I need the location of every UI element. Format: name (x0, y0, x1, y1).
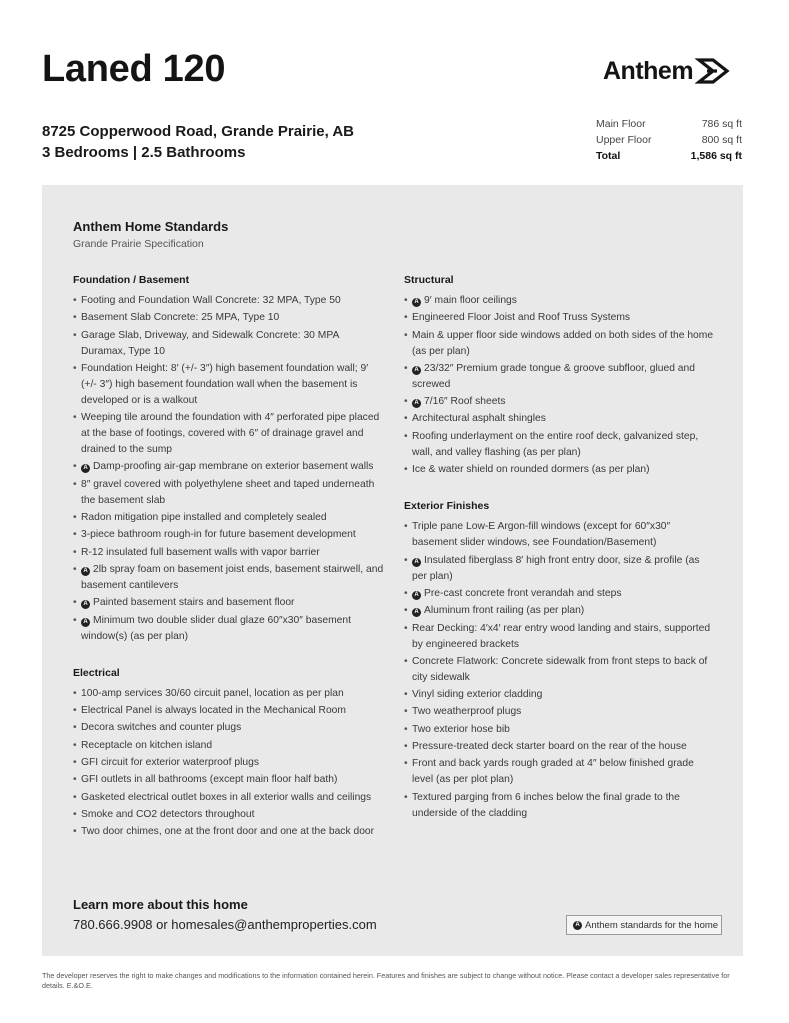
spec-item (73, 738, 386, 754)
anthem-standard-badge-icon: A (412, 558, 421, 567)
spec-item (73, 595, 386, 611)
anthem-logo (603, 56, 731, 86)
spec-item (404, 603, 716, 619)
spec-item (404, 704, 716, 720)
contact-info: 780.666.9908 or homesales@anthemproperties.com (73, 917, 377, 932)
anthem-standard-badge-icon: A (412, 399, 421, 408)
area-value: 800 sq ft (701, 134, 742, 146)
spec-list (404, 293, 716, 478)
spec-item (404, 654, 716, 686)
spec-item-text: 100-amp services 30/60 circuit panel, location as per plan (81, 687, 344, 699)
anthem-standard-badge-icon: A (412, 591, 421, 600)
area-row-total (596, 148, 742, 164)
spec-item-text: GFI outlets in all bathrooms (except main floor half bath) (81, 774, 338, 786)
spec-item-text: Smoke and CO2 detectors throughout (81, 808, 255, 820)
spec-item (404, 790, 716, 822)
spec-item (404, 621, 716, 653)
spec-item-text: Two door chimes, one at the front door and one at the back door (81, 826, 375, 838)
spec-item (73, 720, 386, 736)
spec-item (73, 790, 386, 806)
section-title: Structural (404, 274, 454, 286)
spec-item (73, 613, 386, 645)
property-info (42, 121, 354, 163)
spec-item-text: Electrical Panel is always located in the Mechanical Room (81, 705, 346, 717)
property-address: 8725 Copperwood Road, Grande Prairie, AB (42, 123, 355, 140)
spec-item (404, 429, 716, 461)
spec-item-text: Two weatherproof plugs (412, 706, 522, 718)
standards-panel (42, 185, 743, 956)
spec-item (404, 553, 716, 585)
area-value: 1,586 sq ft (690, 150, 742, 162)
spec-item-text: Decora switches and counter plugs (81, 722, 242, 734)
anthem-arrow-icon (695, 56, 731, 86)
spec-item (73, 459, 386, 475)
spec-list (404, 519, 716, 821)
spec-item (404, 310, 716, 326)
anthem-standard-badge-icon: A (81, 600, 90, 609)
right-column (404, 273, 716, 823)
spec-item (404, 519, 716, 551)
area-label: Upper Floor (596, 134, 652, 146)
spec-item (73, 772, 386, 788)
spec-item-text: Vinyl siding exterior cladding (412, 689, 543, 701)
spec-list (73, 686, 386, 840)
spec-item-text: Damp-proofing air-gap membrane on exterior basement walls (93, 461, 374, 473)
area-table (596, 116, 742, 164)
section-structural (404, 273, 716, 478)
spec-item-text: Insulated fiberglass 8′ high front entry door, size & profile (as per plan) (412, 554, 700, 582)
spec-item-text: Garage Slab, Driveway, and Sidewalk Concrete: 30 MPA Duramax, Type 10 (81, 329, 339, 357)
spec-item-text: Main & upper floor side windows added on both sides of the home (as per plan) (412, 329, 714, 357)
anthem-standard-badge-icon: A (412, 366, 421, 375)
spec-item (404, 394, 716, 410)
spec-item (73, 562, 386, 594)
anthem-standard-badge-icon: A (412, 298, 421, 307)
left-column (73, 273, 386, 842)
section-exterior (404, 499, 716, 821)
spec-item (73, 545, 386, 561)
bed-bath-summary: 3 Bedrooms | 2.5 Bathrooms (42, 144, 246, 161)
spec-item-text: 2lb spray foam on basement joist ends, basement stairwell, and basement cantilevers (81, 563, 384, 591)
area-value: 786 sq ft (701, 118, 742, 130)
learn-more-title: Learn more about this home (73, 897, 248, 912)
anthem-standard-badge-icon: A (81, 618, 90, 627)
spec-item-text: Aluminum front railing (as per plan) (424, 605, 585, 617)
standards-title: Anthem Home Standards (73, 219, 229, 234)
spec-item (73, 310, 386, 326)
spec-item (404, 722, 716, 738)
spec-item (404, 756, 716, 788)
spec-item-text: Gasketed electrical outlet boxes in all exterior walls and ceilings (81, 791, 372, 803)
spec-item (73, 410, 386, 458)
spec-item-text: Footing and Foundation Wall Concrete: 32 MPA, Type 50 (81, 295, 341, 306)
spec-item (73, 361, 386, 409)
area-row-upper (596, 132, 742, 148)
area-row-main (596, 116, 742, 132)
spec-item-text: Minimum two double slider dual glaze 60″x30″ basement window(s) (as per plan) (81, 614, 351, 642)
section-title: Foundation / Basement (73, 274, 190, 286)
spec-item-text: Receptacle on kitchen island (81, 739, 213, 751)
spec-item-text: 3-piece bathroom rough-in for future basement development (81, 529, 356, 541)
logo-wordmark: Anthem (603, 56, 694, 85)
spec-item (404, 411, 716, 427)
spec-item-text: Rear Decking: 4′x4′ rear entry wood landing and stairs, supported by engineered brackets (412, 622, 711, 650)
spec-item-text: Radon mitigation pipe installed and completely sealed (81, 512, 327, 524)
page-title: Laned 120 (42, 48, 226, 90)
spec-item-text: Textured parging from 6 inches below the final grade to the underside of the cladding (412, 791, 680, 819)
spec-item-text: Roofing underlayment on the entire roof deck, galvanized step, wall, and valley flashing (as per plan) (412, 430, 699, 458)
spec-item-text: Painted basement stairs and basement floor (93, 597, 295, 609)
standards-subtitle: Grande Prairie Specification (73, 238, 204, 250)
spec-item-text: Front and back yards rough graded at 4″ below finished grade level (as per plot plan) (412, 758, 694, 786)
spec-item (404, 361, 716, 393)
spec-item-text: GFI circuit for exterior waterproof plugs (81, 757, 259, 769)
spec-item-text: Two exterior hose bib (412, 723, 510, 735)
spec-item-text: Pre-cast concrete front verandah and steps (424, 587, 622, 599)
spec-item-text: Pressure-treated deck starter board on the rear of the house (412, 741, 687, 753)
spec-item (404, 586, 716, 602)
spec-item-text: Engineered Floor Joist and Roof Truss Systems (412, 312, 631, 324)
spec-item (404, 328, 716, 360)
section-foundation (73, 273, 386, 645)
section-title: Electrical (73, 666, 120, 679)
spec-item (404, 293, 716, 309)
anthem-standard-badge-icon: A (81, 567, 90, 576)
spec-item (73, 807, 386, 823)
spec-item-text: R-12 insulated full basement walls with vapor barrier (81, 546, 320, 558)
legend-label: Anthem standards for the home (585, 919, 719, 931)
spec-item-text: Weeping tile around the foundation with 4″ perforated pipe placed at the base of footings, covered with 6″ of drainage gravel and drained to the sump (81, 412, 380, 456)
spec-item (73, 510, 386, 526)
spec-item (404, 739, 716, 755)
spec-item-text: 9′ main floor ceilings (424, 295, 517, 306)
spec-item (73, 477, 386, 509)
spec-item (73, 703, 386, 719)
spec-item (73, 328, 386, 360)
spec-item-text: Architectural asphalt shingles (412, 413, 546, 425)
spec-item-text: 8″ gravel covered with polyethylene sheet and taped underneath the basement slab (81, 478, 375, 506)
area-label: Total (596, 150, 621, 162)
spec-item (73, 527, 386, 543)
disclaimer: The developer reserves the right to make changes and modifications to the information contained herein. Features and finishes are subject to change without notice. Please contact a developer sales representative for details. E.&O.E. (42, 971, 730, 990)
spec-item-text: Ice & water shield on rounded dormers (as per plan) (412, 464, 650, 476)
spec-item-text: 23/32″ Premium grade tongue & groove subfloor, glued and screwed (412, 362, 695, 390)
spec-item (73, 824, 386, 840)
section-electrical (73, 666, 386, 840)
anthem-standard-badge-icon: A (81, 464, 90, 473)
spec-item (404, 462, 716, 478)
spec-item (73, 755, 386, 771)
spec-item (73, 293, 386, 309)
spec-item-text: Triple pane Low-E Argon-fill windows (except for 60″x30″ basement slider windows, see Foundation/Basement) (412, 521, 671, 549)
standards-legend (566, 915, 722, 935)
spec-item (404, 687, 716, 703)
spec-item-text: Basement Slab Concrete: 25 MPA, Type 10 (81, 312, 280, 324)
area-label: Main Floor (596, 118, 646, 130)
spec-item-text: 7/16″ Roof sheets (424, 396, 506, 408)
section-title: Exterior Finishes (404, 500, 490, 513)
anthem-standard-badge-icon: A (412, 608, 421, 617)
spec-list (73, 293, 386, 645)
spec-item-text: Foundation Height: 8′ (+/- 3″) high basement foundation wall; 9′ (+/- 3″) high basement foundation wall when the basement is developed or is a walkout (81, 362, 369, 406)
anthem-standard-badge-icon: A (573, 921, 582, 930)
spec-item-text: Concrete Flatwork: Concrete sidewalk from front steps to back of city sidewalk (412, 655, 708, 683)
spec-item (73, 686, 386, 702)
